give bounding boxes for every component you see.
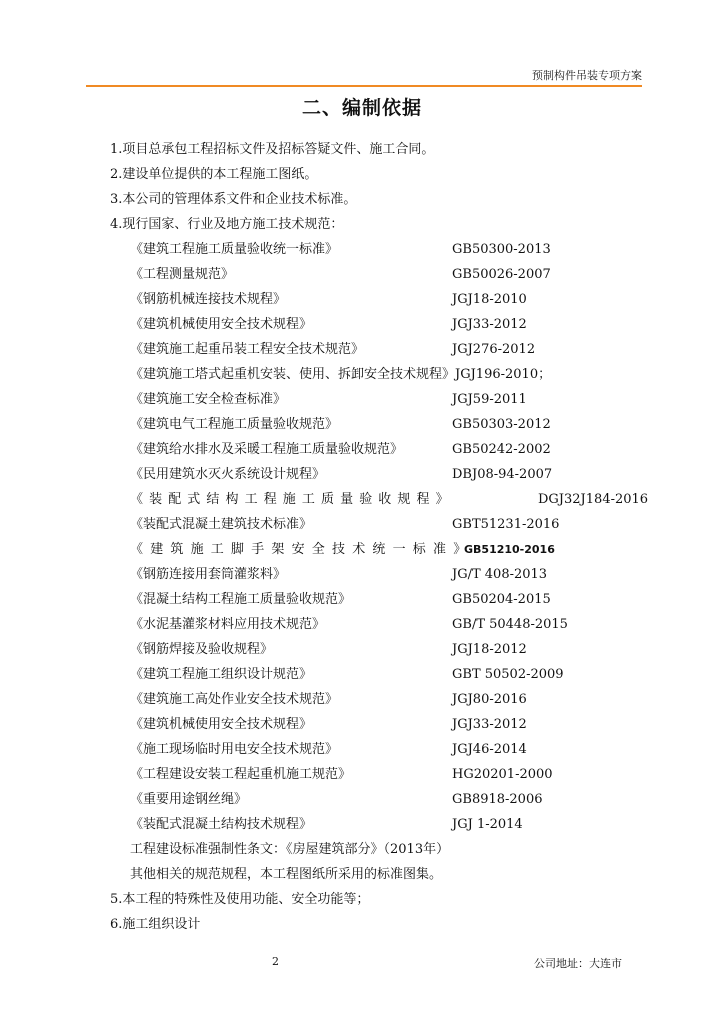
standard-code: JGJ80-2016 [452,692,527,707]
standard-name: 《民用建筑水灭火系统设计规程》 [130,467,326,482]
standard-name: 《工程建设安装工程起重机施工规范》 [130,767,352,782]
standard-name: 《钢筋连接用套筒灌浆料》 [130,567,287,582]
standard-name: 《建筑施工安全检查标准》 [130,392,287,407]
standard-name: 《钢筋焊接及验收规程》 [130,642,274,657]
note-line: 工程建设标准强制性条文：《房屋建筑部分》（2013年） [130,842,450,857]
standard-name: 《建筑施工塔式起重机安装、使用、拆卸安全技术规程》JGJ196-2010； [130,367,552,382]
standard-code: DBJ08-94-2007 [452,467,553,482]
standard-code: GB50303-2012 [452,417,551,432]
standard-name: 《工程测量规范》 [130,267,235,282]
standard-name: 《水泥基灌浆材料应用技术规范》 [130,617,326,632]
standard-code: JGJ276-2012 [452,342,536,357]
standard-code: GB50242-2002 [452,442,551,457]
standard-row [110,237,650,262]
standard-row [110,562,650,587]
header-rule [86,85,642,87]
standard-row [110,387,650,412]
standard-code: GB8918-2006 [452,792,543,807]
standard-name: 《装配式混凝土结构技术规程》 [130,817,313,832]
standard-name: 《混凝土结构工程施工质量验收规范》 [130,592,352,607]
standard-row [110,437,650,462]
standard-row [110,487,650,512]
standard-row [110,762,650,787]
standard-row [110,662,650,687]
standard-code: GBT51231-2016 [452,517,560,532]
standard-code: DGJ32J184-2016 [538,492,649,507]
standard-code: JGJ33-2012 [452,317,527,332]
standard-code: HG20201-2000 [452,767,553,782]
standard-code: JGJ 1-2014 [452,817,523,832]
list-item: 2.建设单位提供的本工程施工图纸。 [110,167,318,182]
standard-name: 《建筑工程施工组织设计规范》 [130,667,313,682]
standard-name: 《钢筋机械连接技术规程》 [130,292,287,307]
standard-row [110,412,650,437]
standard-row [110,462,650,487]
document-body [110,137,650,937]
standard-row [110,262,650,287]
standard-name: 《建筑施工脚手架安全技术统一标准》 [130,542,474,557]
page-title: 二、编制依据 [301,97,422,119]
list-item: 4.现行国家、行业及地方施工技术规范： [110,217,344,232]
list-item: 5.本工程的特殊性及使用功能、安全功能等； [110,892,370,907]
footer-address: 公司地址：大连市 [534,957,622,970]
standard-name: 《建筑工程施工质量验收统一标准》 [130,242,339,257]
header-text: 预制构件吊装专项方案 [532,69,642,82]
standard-row [110,512,650,537]
standard-row [110,612,650,637]
standard-row [110,712,650,737]
standard-row [110,737,650,762]
list-item: 1.项目总承包工程招标文件及招标答疑文件、施工合同。 [110,142,435,157]
standard-row [110,312,650,337]
page-number: 2 [272,955,279,968]
standard-row [110,587,650,612]
standard-name: 《建筑电气工程施工质量验收规范》 [130,417,339,432]
standard-row [110,687,650,712]
standard-code: GB/T 50448-2015 [452,617,568,632]
list-item: 3.本公司的管理体系文件和企业技术标准。 [110,192,357,207]
standard-name: 《建筑给水排水及采暖工程施工质量验收规范》 [130,442,404,457]
standard-code: JGJ18-2010 [452,292,527,307]
standard-row [110,362,650,387]
standard-code: GB51210-2016 [464,543,555,556]
standard-code: JGJ18-2012 [452,642,527,657]
list-item: 6.施工组织设计 [110,917,201,932]
standard-code: GB50026-2007 [452,267,551,282]
standard-row [110,287,650,312]
standard-name: 《建筑机械使用安全技术规程》 [130,317,313,332]
standard-name: 《建筑施工起重吊装工程安全技术规范》 [130,342,365,357]
standard-code: JGJ46-2014 [452,742,527,757]
standard-code: GB50300-2013 [452,242,551,257]
standard-code: GB50204-2015 [452,592,551,607]
note-line: 其他相关的规范规程，本工程图纸所采用的标准图集。 [130,867,443,882]
standard-name: 《装配式混凝土建筑技术标准》 [130,517,313,532]
standard-name: 《重要用途钢丝绳》 [130,792,248,807]
standard-code: JGJ59-2011 [452,392,527,407]
standard-row [110,337,650,362]
standard-row [110,537,650,562]
standard-name: 《建筑机械使用安全技术规程》 [130,717,313,732]
standard-code: JGJ33-2012 [452,717,527,732]
standard-name: 《施工现场临时用电安全技术规范》 [130,742,339,757]
standard-code: GBT 50502-2009 [452,667,564,682]
standard-code: JG/T 408-2013 [452,567,548,582]
standard-row [110,787,650,812]
standard-name: 《装配式结构工程施工质量验收规程》 [130,492,455,507]
standard-row [110,812,650,837]
standard-row [110,637,650,662]
standard-name: 《建筑施工高处作业安全技术规范》 [130,692,339,707]
